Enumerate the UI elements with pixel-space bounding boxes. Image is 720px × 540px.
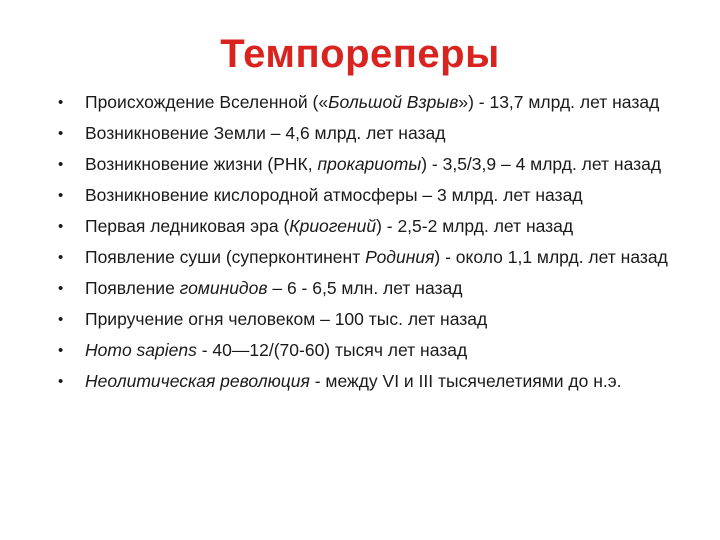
bullet-list: [56, 92, 696, 402]
bullet-text: [85, 154, 661, 174]
bullet-text-segment: Появление: [85, 278, 180, 298]
bullet-text-segment: – 6 - 6,5 млн. лет назад: [267, 278, 463, 298]
bullet-text-italic: Большой Взрыв: [328, 92, 459, 112]
bullet-item: [56, 247, 696, 268]
bullet-item: [56, 371, 696, 392]
bullet-text-italic: Неолитическая революция: [85, 371, 310, 391]
bullet-text-segment: ) - 3,5/3,9 – 4 млрд. лет назад: [421, 154, 662, 174]
bullet-dot-icon: •: [58, 280, 64, 297]
bullet-dot-icon: •: [58, 94, 64, 111]
bullet-item: [56, 154, 696, 175]
bullet-text: [85, 123, 445, 143]
bullet-item: [56, 123, 696, 144]
bullet-text-segment: - 40—12/(70-60) тысяч лет назад: [196, 340, 468, 360]
bullet-item: [56, 92, 696, 113]
bullet-text-segment: Происхождение Вселенной («: [85, 92, 329, 112]
bullet-text-italic: Родиния: [365, 247, 435, 267]
bullet-text-italic: гоминидов: [179, 278, 268, 298]
bullet-item: [56, 340, 696, 361]
bullet-dot-icon: •: [58, 125, 64, 142]
bullet-text: [85, 185, 583, 205]
bullet-text-segment: - между VI и III тысячелетиями до н.э.: [309, 371, 622, 391]
bullet-text: [85, 216, 573, 236]
bullet-dot-icon: •: [58, 373, 64, 390]
bullet-text-segment: ) - 2,5-2 млрд. лет назад: [376, 216, 574, 236]
bullet-text: [85, 309, 487, 329]
slide-title: Темпореперы: [220, 32, 500, 76]
bullet-text: [85, 92, 659, 112]
bullet-item: [56, 278, 696, 299]
bullet-text-segment: Возникновение Земли – 4,6 млрд. лет назад: [85, 123, 446, 143]
bullet-text-italic: Криогений: [289, 216, 377, 236]
bullet-dot-icon: •: [58, 218, 64, 235]
bullet-text: [85, 278, 462, 298]
bullet-dot-icon: •: [58, 249, 64, 266]
bullet-dot-icon: •: [58, 342, 64, 359]
bullet-text-italic: Homo sapiens: [85, 340, 197, 360]
bullet-text-segment: Возникновение жизни (РНК,: [85, 154, 318, 174]
bullet-text: [85, 340, 467, 360]
bullet-item: [56, 309, 696, 330]
bullet-text-segment: Приручение огня человеком – 100 тыс. лет назад: [85, 309, 488, 329]
bullet-dot-icon: •: [58, 311, 64, 328]
bullet-text-segment: ») - 13,7 млрд. лет назад: [458, 92, 660, 112]
bullet-text-segment: ) - около 1,1 млрд. лет назад: [434, 247, 668, 267]
bullet-dot-icon: •: [58, 187, 64, 204]
bullet-text-segment: Появление суши (суперконтинент: [85, 247, 366, 267]
bullet-text-segment: Возникновение кислородной атмосферы – 3 млрд. лет назад: [85, 185, 583, 205]
bullet-text: [85, 371, 622, 391]
bullet-text-italic: прокариоты: [317, 154, 422, 174]
bullet-text: [85, 247, 668, 267]
bullet-item: [56, 185, 696, 206]
bullet-text-segment: Первая ледниковая эра (: [85, 216, 290, 236]
bullet-dot-icon: •: [58, 156, 64, 173]
bullet-item: [56, 216, 696, 237]
